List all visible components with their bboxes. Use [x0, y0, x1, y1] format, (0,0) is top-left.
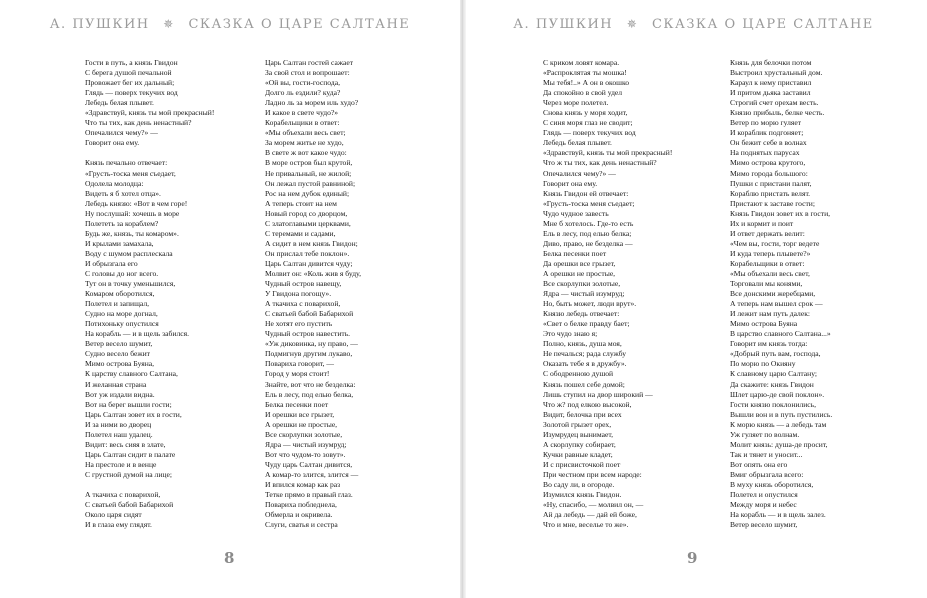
verse-line: Чуду царь Салтан дивится,: [265, 459, 353, 469]
verse-line: Видит, белочка при всех: [543, 409, 622, 419]
verse-line: С сватьей бабой Бабарихой: [265, 309, 354, 319]
verse-line: Гости князю поклонились,: [730, 399, 817, 409]
verse-line: «Грусть-тоска меня съедает,: [85, 168, 176, 178]
verse-line: Через море полетел.: [543, 98, 609, 108]
verse-line: Слуги, сватья и сестра: [265, 520, 338, 530]
verse-line: К царству славного Салтана,: [85, 369, 178, 379]
verse-line: Строгий счет орехам весть.: [730, 98, 819, 108]
verse-line: Царь Салтан сидит в палате: [85, 449, 176, 459]
verse-line: Это чудо знаю я;: [543, 329, 598, 339]
verse-line: На корабль — и в щель забился.: [85, 329, 190, 339]
verse-line: С златоглавыми церквами,: [265, 218, 351, 228]
verse-line: Ядра — чистый изумруд;: [265, 439, 347, 449]
verse-line: Провожает бег их дальный;: [85, 78, 175, 88]
verse-line: К морю князь — а лебедь там: [730, 419, 827, 429]
verse-line: Полететь за кораблем?: [85, 218, 159, 228]
verse-line: «Добрый путь вам, господа,: [730, 349, 821, 359]
verse-line: «Здравствуй, князь ты мой прекрасный!: [543, 148, 673, 158]
verse-line: С сватьей бабой Бабарихой: [85, 500, 174, 510]
verse-line: Все скорлупки золотые,: [543, 279, 621, 289]
verse-line: Молвит он: «Коль жив я буду,: [265, 268, 361, 278]
verse-line: Судно на море догнал,: [85, 309, 158, 319]
left-header-author: А. ПУШКИН: [49, 17, 150, 32]
verse-line: Царь Салтан зовет их в гости,: [85, 409, 182, 419]
verse-line: Кораблю пристать велят.: [730, 188, 811, 198]
verse-line: Лишь ступил на двор широкий —: [543, 389, 653, 399]
verse-line: Воду с шумом расплескала: [85, 248, 173, 258]
verse-line: А комар-то злится, злится —: [265, 469, 359, 479]
verse-line: Шлет царю-де свой поклон».: [730, 389, 825, 399]
verse-line: Мимо города большого:: [730, 168, 808, 178]
verse-line: Вышли вон и в путь пустились.: [730, 409, 833, 419]
verse-line: Полетел и опустился: [730, 490, 798, 500]
verse-line: Но, быть может, люди врут».: [543, 299, 637, 309]
verse-line: Мимо острова Буяна,: [85, 359, 155, 369]
verse-line: Корабельщики в ответ:: [730, 258, 805, 268]
star-ornament-icon: ✵: [626, 17, 639, 31]
verse-line: Говорит она ему.: [85, 138, 140, 148]
verse-line: Обмерла и окривела.: [265, 510, 333, 520]
verse-line: Вот что чудом-то зовут».: [265, 449, 346, 459]
verse-line: И лежит нам путь далек:: [730, 309, 811, 319]
right-header-title: СКАЗКА О ЦАРЕ САЛТАНЕ: [651, 17, 874, 32]
verse-line: Новый город со дворцом,: [265, 208, 348, 218]
verse-line: Город у моря стоит!: [265, 369, 330, 379]
verse-line: Ветер по морю гуляет: [730, 118, 802, 128]
verse-line: А сидит в нем князь Гвидон;: [265, 238, 358, 248]
verse-line: Царь Салтан гостей сажает: [265, 58, 354, 67]
verse-line: И кораблик подгоняет;: [730, 128, 804, 138]
verse-line: Что ж ты тих, как день ненастный?: [543, 158, 657, 168]
verse-line: Белка песенки поет: [543, 248, 607, 258]
verse-line: С синя моря глаз не сводит;: [543, 118, 633, 128]
verse-line: А теперь стоит на нем: [265, 198, 337, 208]
verse-line: «Свет о белке правду бает;: [543, 319, 630, 329]
left-page-column-1: [85, 58, 214, 530]
verse-line: Чудный остров навестить.: [265, 329, 351, 339]
verse-line: Глядь — поверх текучих вод: [543, 128, 636, 138]
verse-line: «Мы объехали весь свет;: [265, 128, 346, 138]
verse-line: Что и мне, веселье то же».: [543, 520, 629, 530]
verse-line: А орешки не простые,: [543, 268, 616, 278]
verse-line: Между моря и небес: [730, 500, 797, 510]
verse-line: Золотой грызет орех,: [543, 419, 612, 429]
left-page: [0, 0, 460, 598]
verse-line: Вот опять она его: [730, 459, 788, 469]
verse-line: Видеть я б хотел отца».: [85, 188, 161, 198]
verse-line: А теперь нам вышел срок —: [730, 299, 823, 309]
verse-line: У Гвидона погощу».: [265, 289, 332, 299]
verse-line: Князь Гвидон ей отвечает:: [543, 188, 629, 198]
verse-line: «Распроклятая ты мошка!: [543, 68, 627, 78]
verse-line: С ободренною душой: [543, 369, 614, 379]
verse-line: Диво, право, не безделка —: [543, 238, 633, 248]
verse-line: Торговали мы конями,: [730, 279, 803, 289]
verse-line: Мы тебя!..» А он в окошко: [543, 78, 630, 88]
left-running-head: [0, 17, 460, 32]
verse-line: Князю прибыль, белке честь.: [730, 108, 825, 118]
verse-line: Не печалься; рада службу: [543, 349, 627, 359]
verse-line: Изумрудец вынимает,: [543, 429, 613, 439]
verse-line: Снова князь у моря ходит,: [543, 108, 628, 118]
verse-line: Вот уж издали видна.: [85, 389, 155, 399]
verse-line: Рос на нем дубок единый;: [265, 188, 350, 198]
verse-line: На престоле и в венце: [85, 459, 157, 469]
verse-line: «Здравствуй, князь ты мой прекрасный!: [85, 108, 215, 118]
verse-line: Так и тянет и уносит...: [730, 449, 803, 459]
verse-line: Он бежит себе в волнах: [730, 138, 807, 148]
verse-line: На поднятых парусах: [730, 148, 800, 158]
verse-line: Полетел и запищал,: [85, 299, 150, 309]
right-page-column-2: [730, 58, 832, 530]
verse-line: А скорлупку собирает,: [543, 439, 616, 449]
verse-line: Лебедь белая плывет.: [85, 98, 154, 108]
verse-line: Выстроил хрустальный дом.: [730, 68, 823, 78]
verse-line: «Ой вы, гости-господа,: [265, 78, 340, 88]
verse-line: Полно, князь, душа моя,: [543, 339, 622, 349]
verse-line: Да орешки все грызет,: [543, 258, 616, 268]
verse-line: Повариха говорит, —: [265, 359, 335, 369]
left-page-number: 8: [224, 549, 235, 567]
verse-line: Комаром оборотился,: [85, 289, 155, 299]
verse-line: Тут он в точку уменьшился,: [85, 279, 176, 289]
verse-line: Говорит она ему.: [543, 178, 598, 188]
verse-line: Одолела молодца:: [85, 178, 144, 188]
verse-line: С грустной думой на лице;: [85, 469, 172, 479]
verse-line: Не привальный, не жилой;: [265, 168, 352, 178]
verse-line: Да спокойно в свой удел: [543, 88, 623, 98]
verse-line: Видит: весь сияя в злате,: [85, 439, 166, 449]
verse-line: Белка песенки поет: [265, 399, 329, 409]
verse-line: «Ну, спасибо, — молвил он, —: [543, 500, 644, 510]
verse-line: С головы до ног всего.: [85, 268, 159, 278]
verse-line: Подмигнув другим лукаво,: [265, 349, 353, 359]
verse-line: При честном при всем народе:: [543, 469, 642, 479]
verse-line: И впился комар как раз: [265, 479, 341, 489]
verse-line: Он прислал тебе поклон».: [265, 248, 350, 258]
verse-line: Изумился князь Гвидон.: [543, 490, 622, 500]
verse-line: Потихоньку опустился: [85, 319, 159, 329]
verse-line: Мимо острова Буяна: [730, 319, 798, 329]
stanza-break: [85, 148, 214, 158]
right-header-author: А. ПУШКИН: [513, 17, 614, 32]
verse-line: Корабельщики в ответ:: [265, 118, 340, 128]
verse-line: Чудо чудное завесть: [543, 208, 609, 218]
verse-line: «Мы объехали весь свет,: [730, 268, 810, 278]
verse-line: Ну послушай: хочешь в море: [85, 208, 180, 218]
verse-line: «Уж диковинка, ну право, —: [265, 339, 358, 349]
verse-line: Около царя сидят: [85, 510, 142, 520]
verse-line: Князю лебедь отвечает:: [543, 309, 620, 319]
verse-line: «Чем вы, гости, торг ведете: [730, 238, 820, 248]
verse-line: Князь Гвидон зовет их в гости,: [730, 208, 831, 218]
verse-line: Полетел наш удалец.: [85, 429, 153, 439]
verse-line: Мимо острова крутого,: [730, 158, 806, 168]
verse-line: Знайте, вот что не безделка:: [265, 379, 356, 389]
verse-line: Да скажите: князь Гвидон: [730, 379, 814, 389]
verse-line: На корабль — и в щель залез.: [730, 510, 826, 520]
verse-line: Опечалился чему?» —: [85, 128, 158, 138]
verse-line: «Грусть-тоска меня съедает;: [543, 198, 635, 208]
verse-line: И какое в свете чудо?»: [265, 108, 339, 118]
verse-line: Что ты тих, как день ненастный?: [85, 118, 192, 128]
verse-line: И ответ держать велит:: [730, 228, 805, 238]
verse-line: Все скорлупки золотые,: [265, 429, 343, 439]
right-running-head: [460, 17, 927, 32]
verse-line: И с присвисточкой поет: [543, 459, 621, 469]
verse-line: Мне б хотелось. Где-то есть: [543, 218, 634, 228]
left-header-title: СКАЗКА О ЦАРЕ САЛТАНЕ: [188, 17, 411, 32]
verse-line: Князь пошел себе домой;: [543, 379, 625, 389]
verse-line: Ай да лебедь — дай ей боже,: [543, 510, 637, 520]
right-page-column-1: [543, 58, 672, 530]
verse-line: За морем житье не худо,: [265, 138, 344, 148]
verse-line: Не хотят его пустить: [265, 319, 333, 329]
verse-line: Их и кормит и поит: [730, 218, 794, 228]
verse-line: Говорит им князь тогда:: [730, 339, 808, 349]
verse-line: Князь печально отвечает:: [85, 158, 168, 168]
verse-line: Пристают к заставе гости;: [730, 198, 815, 208]
verse-line: За свой стол и вопрошает:: [265, 68, 350, 78]
verse-line: Долго ль ездили? куда?: [265, 88, 341, 98]
verse-line: Глядь — поверх текучих вод: [85, 88, 178, 98]
verse-line: Чудный остров навещу,: [265, 279, 342, 289]
verse-line: Что ж? под елкою высокой,: [543, 399, 632, 409]
stanza-break: [85, 480, 214, 490]
book-gutter: [460, 0, 466, 598]
verse-line: В море остров был крутой,: [265, 158, 353, 168]
verse-line: Уж гуляет по волнам.: [730, 429, 800, 439]
star-ornament-icon: ✵: [163, 17, 175, 31]
verse-line: Ладно ль за морем иль худо?: [265, 98, 359, 108]
verse-line: Ветер весело шумит,: [85, 339, 153, 349]
verse-line: Он лежал пустой равниной;: [265, 178, 356, 188]
verse-line: Ель в лесу, под елью белка,: [265, 389, 354, 399]
verse-line: Гости в путь, а князь Гвидон: [85, 58, 178, 67]
verse-line: Оказать тебе я в дружбу».: [543, 359, 627, 369]
left-page-column-2: [265, 58, 361, 530]
verse-line: Ель в лесу, под елью белка;: [543, 228, 632, 238]
verse-line: Царь Салтан дивится чуду;: [265, 258, 353, 268]
verse-line: Вмиг обрызгала всего:: [730, 469, 804, 479]
verse-line: Лебедь белая плывет.: [543, 138, 612, 148]
verse-line: В муху князь оборотился,: [730, 479, 814, 489]
verse-line: И куда теперь плывете?»: [730, 248, 811, 258]
verse-line: Судно весело бежит: [85, 349, 150, 359]
verse-line: Князь для белочки потом: [730, 58, 812, 67]
verse-line: С теремами и садами,: [265, 228, 336, 238]
verse-line: С берега душой печальной: [85, 68, 172, 78]
verse-line: А ткачиха с поварихой,: [85, 490, 161, 500]
verse-line: Опечалился чему?» —: [543, 168, 616, 178]
verse-line: По морю по Окияну: [730, 359, 796, 369]
verse-line: Ядра — чистый изумруд;: [543, 289, 625, 299]
verse-line: С криком ловят комара.: [543, 58, 620, 67]
verse-line: А орешки не простые,: [265, 419, 338, 429]
verse-line: В царство славного Салтана...»: [730, 329, 831, 339]
verse-line: И желанная страна: [85, 379, 147, 389]
verse-line: Вот на берег вышли гости;: [85, 399, 172, 409]
verse-line: И орешки все грызет,: [265, 409, 335, 419]
right-page-number: 9: [687, 549, 698, 567]
verse-line: Ветер весело шумит,: [730, 520, 798, 530]
verse-line: Все донскими жеребцами,: [730, 289, 816, 299]
verse-line: Кучки равные кладет,: [543, 449, 613, 459]
verse-line: И крылами замахала,: [85, 238, 154, 248]
verse-line: В свете ж вот какое чудо:: [265, 148, 347, 158]
verse-line: К славному царю Салтану;: [730, 369, 818, 379]
verse-line: Лебедь князю: «Вот в чем горе!: [85, 198, 188, 208]
verse-line: Пушки с пристани палят,: [730, 178, 812, 188]
verse-line: И обрызгала его: [85, 258, 138, 268]
verse-line: А ткачиха с поварихой,: [265, 299, 341, 309]
verse-line: Молит князь: душа-де просит,: [730, 439, 828, 449]
verse-line: И за ними во дворец: [85, 419, 152, 429]
verse-line: Тетке прямо в правый глаз.: [265, 490, 353, 500]
right-page: [460, 0, 927, 598]
verse-line: И в глаза ему глядят.: [85, 520, 152, 530]
verse-line: Во саду ли, в огороде.: [543, 479, 615, 489]
verse-line: Караул к нему приставил: [730, 78, 812, 88]
verse-line: Повариха побледнела,: [265, 500, 337, 510]
verse-line: И притом дьяка заставил: [730, 88, 811, 98]
verse-line: Будь же, князь, ты комаром».: [85, 228, 179, 238]
